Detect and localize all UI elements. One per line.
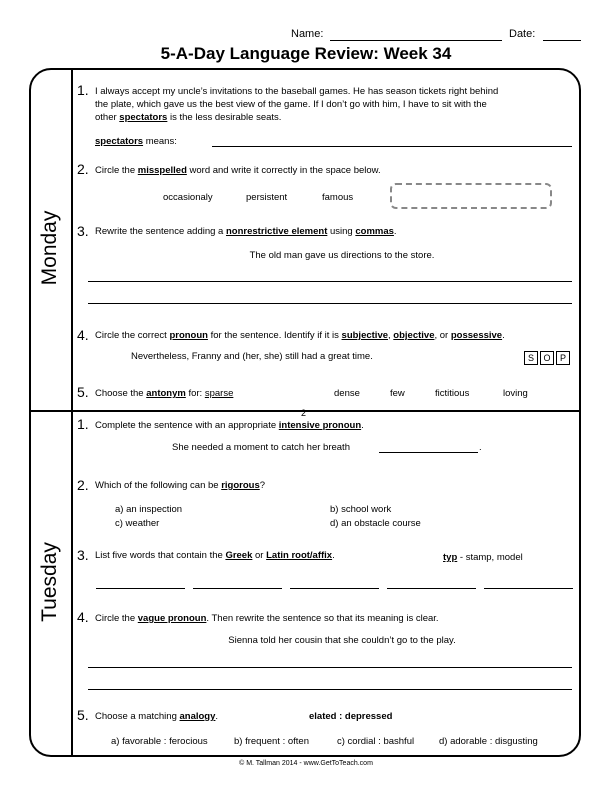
mon-q1-line-c: other spectators is the less desirable seats. — [95, 112, 282, 123]
tue-q2-option-c[interactable]: c) weather — [115, 518, 160, 529]
mon-q4-number: 4. — [77, 327, 89, 343]
tue-q1-answer-line[interactable] — [379, 452, 478, 453]
mon-q4-sentence: Nevertheless, Franny and (her, she) still had a great time. — [131, 351, 373, 362]
mon-q3-number: 3. — [77, 223, 89, 239]
tue-q1-text: Complete the sentence with an appropriate intensive pronoun. — [95, 420, 364, 431]
copyright-footer: © M. Tallman 2014 - www.GetToTeach.com — [239, 760, 373, 767]
mon-q1-text — [95, 85, 498, 124]
tue-q5-option-a[interactable]: a) favorable : ferocious — [111, 736, 208, 747]
page-title: 5-A-Day Language Review: Week 34 — [160, 44, 452, 63]
mon-q1-answer-line[interactable] — [212, 146, 572, 147]
tue-q3-text: List five words that contain the Greek or Latin root/affix. — [95, 550, 335, 561]
date-field-line[interactable] — [543, 40, 581, 41]
tue-q2-option-a[interactable]: a) an inspection — [115, 504, 183, 515]
tue-q5-number: 5. — [77, 707, 89, 723]
name-label: Name: — [291, 28, 324, 40]
mon-q4-text: Circle the correct pronoun for the sentence. Identify if it is subjective, objective, or possessive. — [95, 330, 505, 341]
page-number: 2 — [301, 408, 307, 418]
mon-q5-text: Choose the antonym for: sparse — [95, 388, 234, 399]
sop-o-box[interactable]: O — [540, 351, 554, 365]
mon-q3-sentence: The old man gave us directions to the store. — [249, 250, 435, 261]
mon-q5-option-2[interactable]: few — [390, 388, 405, 399]
mon-q5-number: 5. — [77, 384, 89, 400]
tue-q1-number: 1. — [77, 416, 89, 432]
mon-q1-means: spectators means: — [95, 136, 177, 147]
tue-q4-answer-line-2[interactable] — [88, 689, 572, 690]
mon-q5-option-3[interactable]: fictitious — [435, 388, 470, 399]
tue-q1-period: . — [479, 442, 482, 453]
tue-q5-option-d[interactable]: d) adorable : disgusting — [439, 736, 538, 747]
mon-q2-text: Circle the misspelled word and write it correctly in the space below. — [95, 165, 381, 176]
tue-q5-text: Choose a matching analogy. — [95, 711, 219, 722]
tue-q4-number: 4. — [77, 609, 89, 625]
tue-q4-text: Circle the vague pronoun. Then rewrite the sentence so that its meaning is clear. — [95, 613, 439, 624]
mon-q3-answer-line-2[interactable] — [88, 303, 572, 304]
tue-q1-sentence: She needed a moment to catch her breath — [172, 442, 350, 453]
tue-q3-answer-line-1[interactable] — [96, 588, 185, 589]
tue-q5-option-c[interactable]: c) cordial : bashful — [337, 736, 415, 747]
tuesday-label: Tuesday — [38, 542, 61, 622]
tue-q4-answer-line-1[interactable] — [88, 667, 572, 668]
mon-q2-word-2[interactable]: persistent — [246, 192, 288, 203]
tue-q2-option-b[interactable]: b) school work — [330, 504, 392, 515]
mon-q1-line-a: I always accept my uncle’s invitations to the baseball games. He has season tickets right behind — [95, 86, 499, 97]
mon-q2-number: 2. — [77, 161, 89, 177]
mon-q5-option-4[interactable]: loving — [503, 388, 528, 399]
tue-q3-answer-line-3[interactable] — [290, 588, 379, 589]
monday-label: Monday — [38, 210, 61, 286]
mon-q1-number: 1. — [77, 82, 89, 98]
tue-q3-root: typ - stamp, model — [443, 552, 523, 563]
tue-q3-answer-line-2[interactable] — [193, 588, 282, 589]
tue-q5-option-b[interactable]: b) frequent : often — [234, 736, 309, 747]
tue-q2-number: 2. — [77, 477, 89, 493]
tue-q3-answer-line-4[interactable] — [387, 588, 476, 589]
name-field-line[interactable] — [330, 40, 502, 41]
tue-q3-answer-line-5[interactable] — [484, 588, 573, 589]
tue-q2-option-d[interactable]: d) an obstacle course — [330, 518, 421, 529]
mon-q3-answer-line-1[interactable] — [88, 281, 572, 282]
tue-q2-text: Which of the following can be rigorous? — [95, 480, 266, 491]
mon-q2-word-1[interactable]: occasionaly — [163, 192, 213, 203]
mon-q3-text: Rewrite the sentence adding a nonrestrictive element using commas. — [95, 226, 397, 237]
mon-q1-line-b: the plate, which gave us the best view of the game. If I don’t go with him, I have to sit with the — [95, 99, 487, 110]
day-column-divider — [71, 70, 73, 755]
tue-q4-sentence: Sienna told her cousin that she couldn’t go to the play. — [228, 635, 456, 646]
mon-q5-option-1[interactable]: dense — [334, 388, 360, 399]
tue-q5-pair: elated : depressed — [309, 711, 393, 722]
date-label: Date: — [509, 28, 536, 40]
sop-s-box[interactable]: S — [524, 351, 538, 365]
mon-q2-answer-box[interactable] — [390, 183, 552, 209]
tue-q3-number: 3. — [77, 547, 89, 563]
mon-q2-word-3[interactable]: famous — [322, 192, 354, 203]
sop-boxes — [522, 348, 570, 366]
sop-p-box[interactable]: P — [556, 351, 570, 365]
